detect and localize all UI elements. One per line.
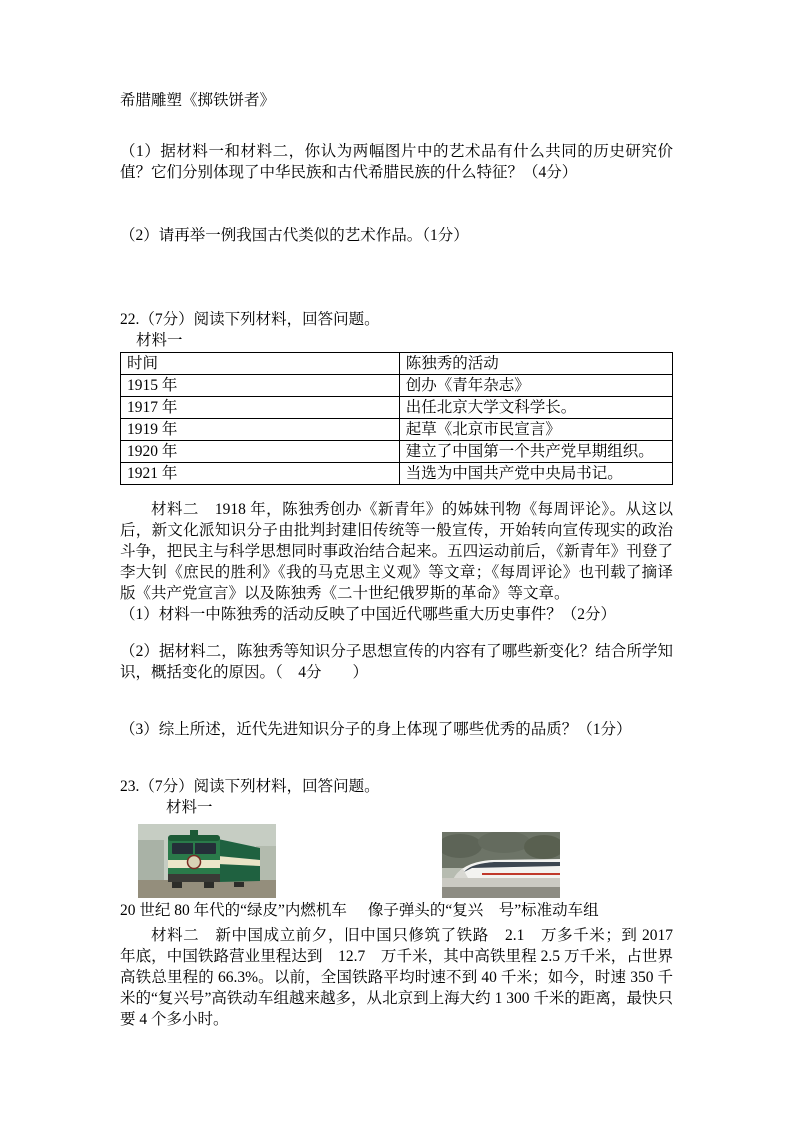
q22-question-3: （3）综上所述，近代先进知识分子的身上体现了哪些优秀的品质？（1分） bbox=[120, 721, 632, 738]
q22-material1-label: 材料一 bbox=[136, 332, 183, 349]
q22-question-2: （2）据材料二，陈独秀等知识分子思想宣传的内容有了哪些新变化？结合所学知识，概括变化的原因。（ 4分 ） bbox=[120, 643, 673, 681]
q23-material2-text: 材料二 新中国成立前夕，旧中国只修筑了铁路 2.1 万多千米；到 2017 年底，中国铁路营业里程达到 12.7 万千米，其中高铁里程 2.5 万千米，占世界高铁总里程的 66.3%。以前，全国铁路平均时速不到 40 千米；如今，时速 350 千米的“复兴号”高铁动车组越来越多，从北京到上海大约 1 300 千米的距离，最快只要 4 个多小时。 bbox=[120, 927, 673, 1028]
chen-duxiu-activity-table bbox=[120, 352, 673, 485]
q22-question-1: （1）材料一中陈独秀的活动反映了中国近代哪些重大历史事件？（2分） bbox=[120, 606, 617, 623]
cell-activity: 当选为中国共产党中央局书记。 bbox=[399, 463, 672, 485]
column-header-activity: 陈独秀的活动 bbox=[399, 353, 672, 375]
cell-year: 1919 年 bbox=[121, 419, 400, 441]
cell-activity: 起草《北京市民宣言》 bbox=[399, 419, 672, 441]
table-row bbox=[121, 463, 673, 485]
table-row bbox=[121, 375, 673, 397]
q22-material2-text: 材料二 1918 年，陈独秀创办《新青年》的姊妹刊物《每周评论》。从这以后，新文化派知识分子由批判封建旧传统等一般宣传，开始转向宣传现实的政治斗争，把民主与科学思想同时事政治结合起来。五四运动前后，《新青年》刊登了李大钊《庶民的胜利》《我的马克思主义观》等文章；《每周评论》也刊载了摘译版《共产党宣言》以及陈独秀《二十世纪俄罗斯的革命》等文章。 bbox=[120, 501, 673, 602]
q22-intro: 22.（7分）阅读下列材料，回答问题。 bbox=[120, 311, 380, 328]
table-row bbox=[121, 397, 673, 419]
cell-activity: 建立了中国第一个共产党早期组织。 bbox=[399, 441, 672, 463]
cell-year: 1915 年 bbox=[121, 375, 400, 397]
fuxing-bullet-train-photo bbox=[442, 832, 560, 898]
q21-question-2: （2）请再举一例我国古代类似的艺术作品。（1分） bbox=[120, 227, 469, 244]
cell-activity: 出任北京大学文科学长。 bbox=[399, 397, 672, 419]
cell-activity: 创办《青年杂志》 bbox=[399, 375, 672, 397]
q23-material1-label: 材料一 bbox=[166, 799, 213, 816]
column-header-time: 时间 bbox=[121, 353, 400, 375]
caption-green-locomotive: 20 世纪 80 年代的“绿皮”内燃机车 bbox=[120, 902, 347, 919]
q23-material1-images bbox=[138, 822, 673, 898]
caption-fuxing-emu: 像子弹头的“复兴 号”标准动车组 bbox=[367, 902, 599, 919]
sculpture-caption: 希腊雕塑《掷铁饼者》 bbox=[120, 92, 276, 109]
green-diesel-locomotive-photo bbox=[138, 824, 276, 898]
table-row bbox=[121, 441, 673, 463]
table-row bbox=[121, 419, 673, 441]
cell-year: 1920 年 bbox=[121, 441, 400, 463]
cell-year: 1917 年 bbox=[121, 397, 400, 419]
q23-intro: 23.（7分）阅读下列材料，回答问题。 bbox=[120, 778, 380, 795]
q21-question-1: （1）据材料一和材料二，你认为两幅图片中的艺术品有什么共同的历史研究价值？它们分别体现了中华民族和古代希腊民族的什么特征？（4分） bbox=[120, 143, 673, 181]
cell-year: 1921 年 bbox=[121, 463, 400, 485]
table-header-row bbox=[121, 353, 673, 375]
image-caption-line bbox=[120, 900, 673, 921]
